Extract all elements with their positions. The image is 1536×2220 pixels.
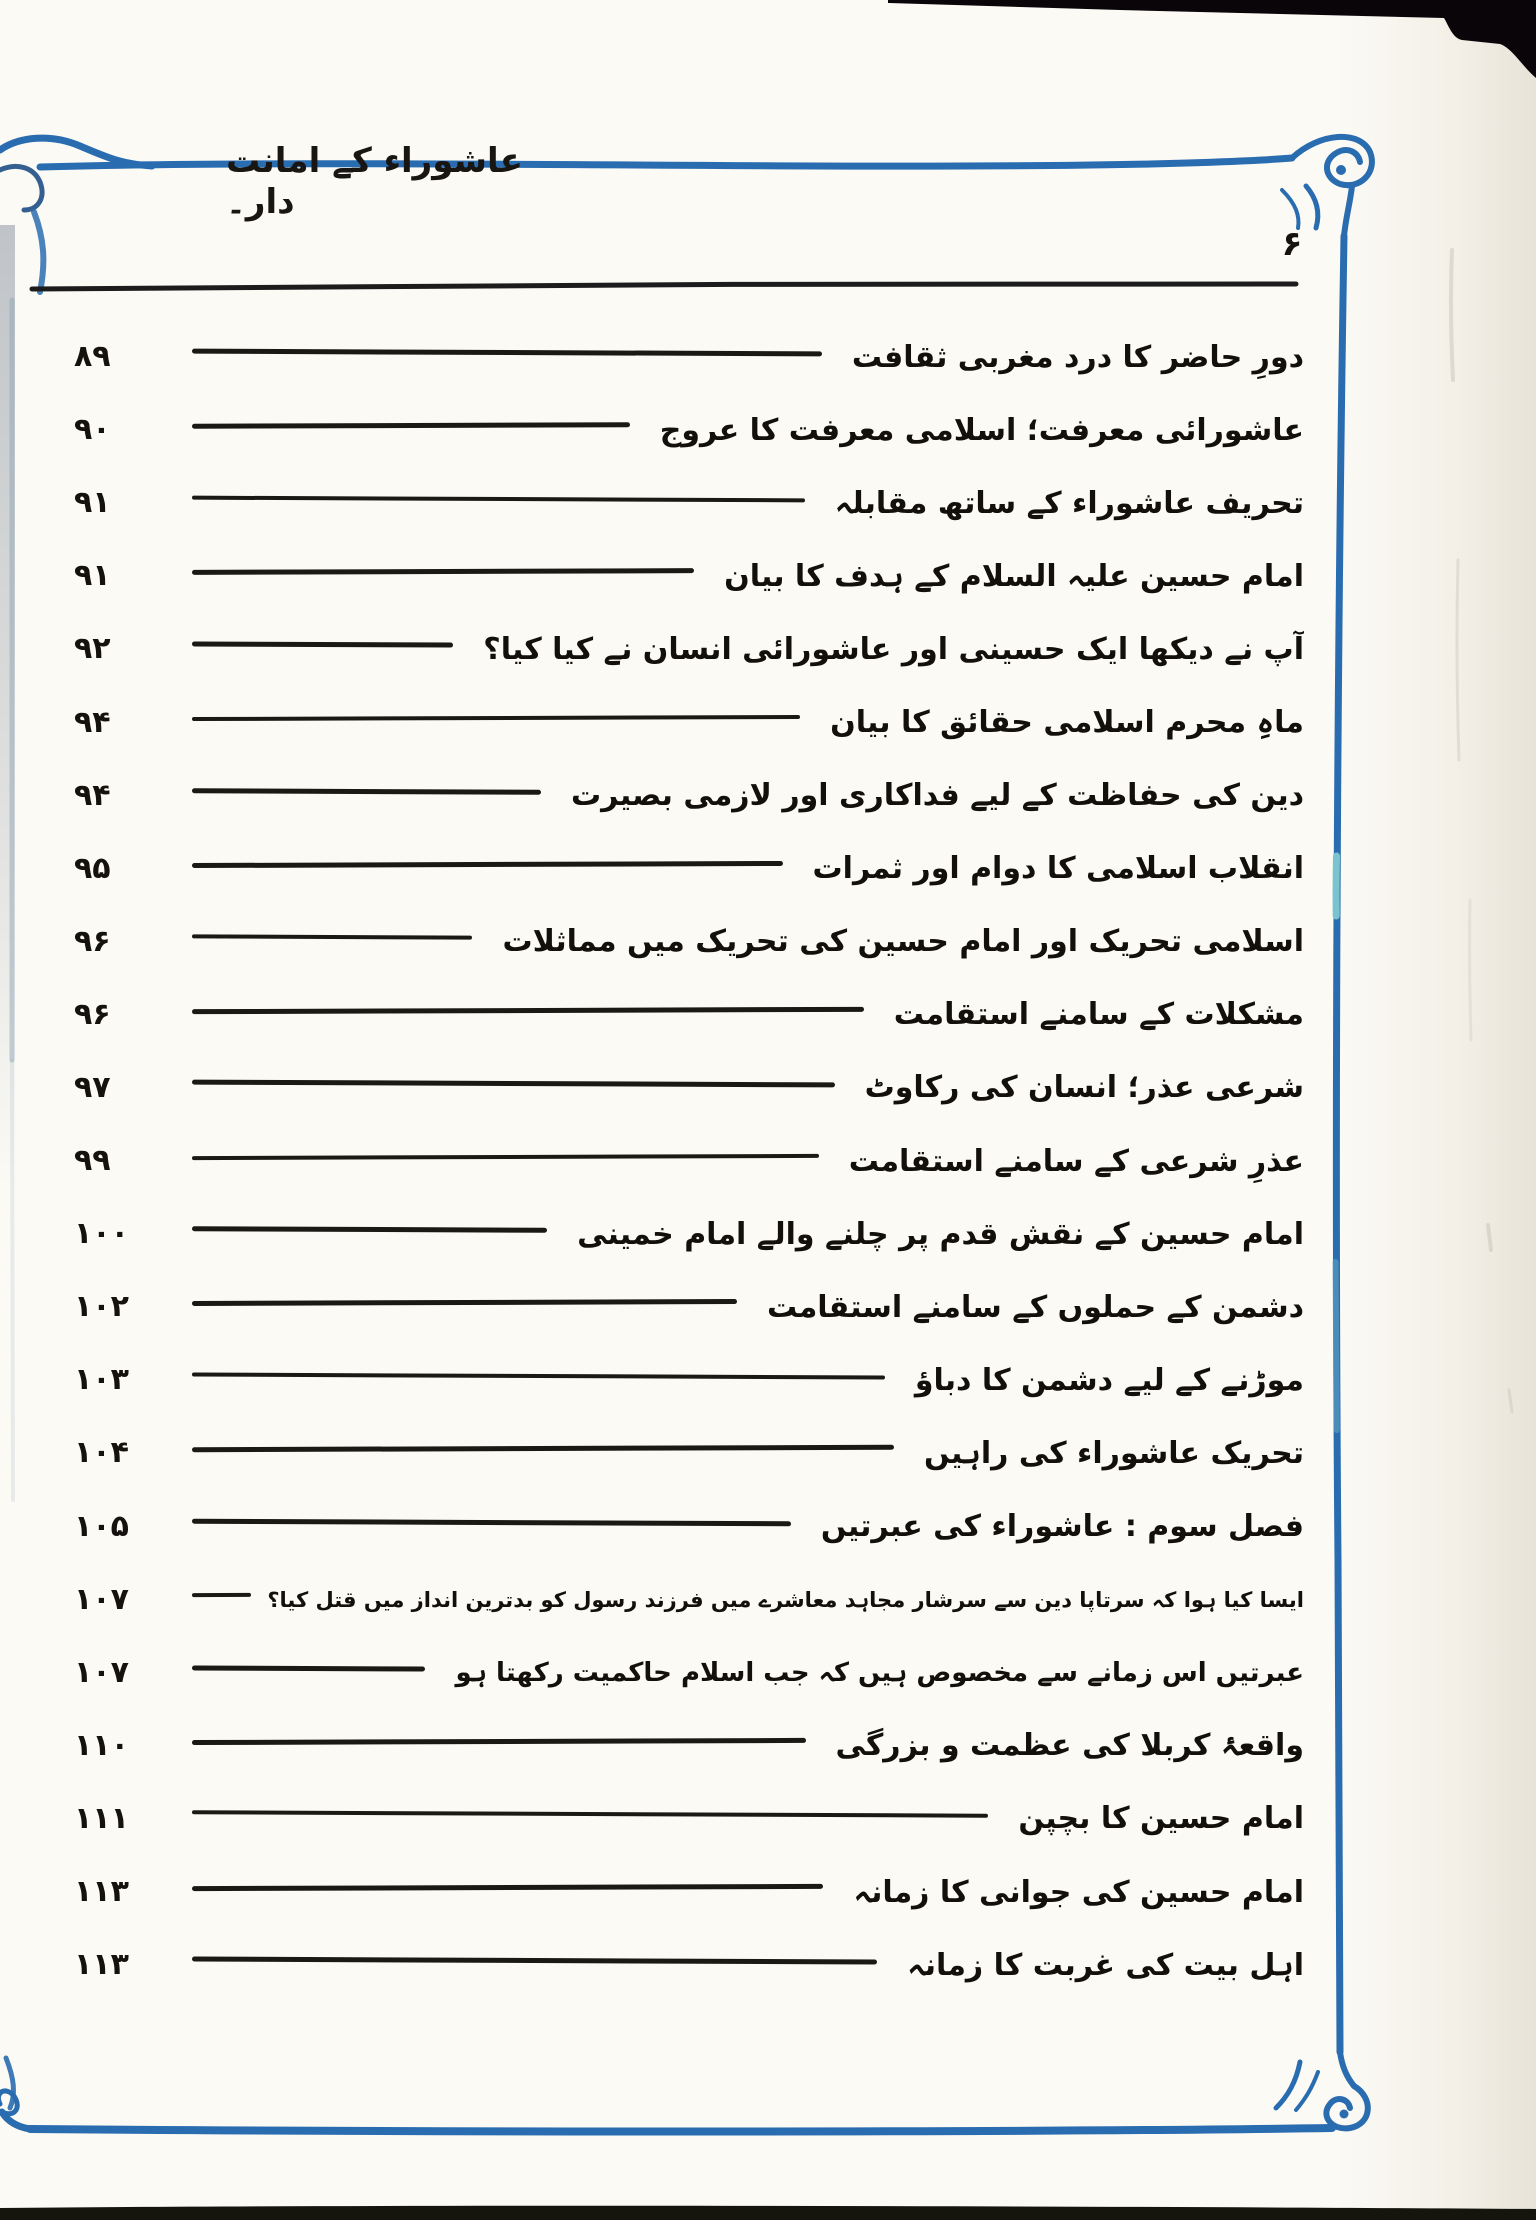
toc-entry-title: عاشورائی معرفت؛ اسلامی معرفت کا عروج xyxy=(659,412,1304,448)
toc-entry-title: شرعی عذر؛ انسان کی رکاوٹ xyxy=(864,1070,1304,1106)
toc-page-number: ۹۶ xyxy=(74,996,111,1032)
toc-entry-title: ایسا کیا ہوا کہ سرتاپا دین سے سرشار مجاہد معاشرے میں فرزند رسول کو بدترین انداز میں قتل کیا؟ xyxy=(267,1587,1304,1612)
toc-row xyxy=(60,1270,1304,1343)
frame-top-right-leaf xyxy=(1306,186,1318,228)
toc-entry-title: اہل بیت کی غربت کا زمانہ xyxy=(907,1947,1304,1983)
toc-page-number: ۱۱۳ xyxy=(74,1874,129,1910)
toc-page-number: ۹۱ xyxy=(74,558,111,594)
toc-leader-line xyxy=(192,349,822,357)
toc-row xyxy=(60,832,1304,905)
toc-entry-title: فصل سوم : عاشوراء کی عبرتیں xyxy=(820,1509,1304,1545)
toc-entry-title: واقعۂ کربلا کی عظمت و بزرگی xyxy=(835,1728,1304,1764)
toc-row xyxy=(60,1416,1304,1489)
frame-bottom-right-leaf-small xyxy=(1296,2072,1318,2110)
toc-page-number: ۱۰۷ xyxy=(74,1654,129,1690)
toc-row xyxy=(60,759,1304,832)
toc-entry-title: امام حسین کے نقش قدم پر چلنے والے امام خمینی xyxy=(577,1216,1304,1252)
book-edge-tint xyxy=(1336,0,1536,2220)
toc-leader-line xyxy=(192,642,453,648)
toc-leader-line xyxy=(192,1372,885,1379)
header-title: عاشوراء کے امانت دار۔ xyxy=(226,141,523,222)
toc-page-number: ۱۰۲ xyxy=(74,1289,129,1325)
frame-bottom-left-ornament xyxy=(2,2112,30,2129)
toc-leader-line xyxy=(192,1226,547,1233)
toc-leader-line xyxy=(192,1957,877,1965)
toc-entry-title: عبرتیں اس زمانے سے مخصوص ہیں کہ جب اسلام حاکمیت رکھتا ہو xyxy=(455,1657,1304,1688)
toc-page-number: ۹۰ xyxy=(74,412,111,448)
toc-leader-line xyxy=(192,935,472,940)
toc-leader-line xyxy=(192,1593,251,1597)
toc-row xyxy=(60,1928,1304,2001)
frame-bottom-left-curl xyxy=(0,2091,17,2114)
toc-page-number: ۹۹ xyxy=(74,1143,111,1179)
toc-page-number: ۹۷ xyxy=(74,1069,111,1105)
frame-bottom-left-tail xyxy=(6,2058,13,2108)
toc-leader-line xyxy=(192,1518,791,1526)
toc-row xyxy=(60,612,1304,685)
toc-list xyxy=(60,320,1304,2010)
toc-row xyxy=(60,466,1304,539)
frame-top-right-leaf-small xyxy=(1282,190,1298,228)
toc-page-number: ۹۲ xyxy=(74,631,111,667)
toc-leader-line xyxy=(192,495,805,502)
left-page-shadow xyxy=(0,225,15,1185)
toc-entry-title: موڑنے کے لیے دشمن کا دباؤ xyxy=(914,1362,1304,1398)
frame-bottom-right-leaf xyxy=(1276,2062,1300,2108)
toc-leader-line xyxy=(192,1445,894,1452)
toc-page-number: ۹۴ xyxy=(74,777,111,813)
toc-row xyxy=(60,1051,1304,1124)
toc-page-number: ۹۱ xyxy=(74,485,111,521)
toc-page-number: ۱۰۴ xyxy=(74,1435,129,1471)
toc-leader-line xyxy=(192,568,694,575)
toc-page-number: ۹۶ xyxy=(74,923,111,959)
toc-leader-line xyxy=(192,1738,806,1745)
scan-bottom-edge-artifact xyxy=(0,2206,1536,2220)
toc-entry-title: ماہِ محرم اسلامی حقائق کا بیان xyxy=(830,705,1304,741)
toc-leader-line xyxy=(192,715,800,721)
toc-page-number: ۹۵ xyxy=(74,850,111,886)
toc-row xyxy=(60,1855,1304,1928)
toc-leader-line xyxy=(192,861,783,868)
toc-row xyxy=(60,539,1304,612)
frame-top-left-tail xyxy=(34,212,43,292)
toc-leader-line xyxy=(192,1080,835,1088)
toc-row xyxy=(60,1490,1304,1563)
toc-leader-line xyxy=(192,788,541,795)
toc-row xyxy=(60,320,1304,393)
toc-entry-title: امام حسین علیہ السلام کے ہدف کا بیان xyxy=(724,558,1304,594)
toc-row xyxy=(60,1197,1304,1270)
toc-page-number: ۱۰۵ xyxy=(74,1508,129,1544)
toc-leader-line xyxy=(192,1884,823,1891)
toc-leader-line xyxy=(192,1665,425,1671)
header-rule xyxy=(32,284,1296,289)
toc-row xyxy=(60,685,1304,758)
toc-entry-title: انقلاب اسلامی کا دوام اور ثمرات xyxy=(812,851,1304,887)
toc-entry-title: آپ نے دیکھا ایک حسینی اور عاشورائی انسان نے کیا کیا؟ xyxy=(483,631,1304,667)
toc-row xyxy=(60,1343,1304,1416)
toc-row xyxy=(60,905,1304,978)
toc-leader-line xyxy=(192,1299,737,1306)
toc-page-number: ۱۰۳ xyxy=(74,1362,129,1398)
toc-entry-title: تحریف عاشوراء کے ساتھ مقابلہ xyxy=(834,485,1304,521)
toc-entry-title: دشمن کے حملوں کے سامنے استقامت xyxy=(766,1289,1304,1325)
toc-row xyxy=(60,1709,1304,1782)
toc-page-number: ۹۴ xyxy=(74,704,111,740)
toc-page-number: ۱۰۷ xyxy=(74,1581,129,1617)
toc-row xyxy=(60,1782,1304,1855)
toc-entry-title: مشکلات کے سامنے استقامت xyxy=(893,997,1304,1033)
frame-top-left-curl xyxy=(0,166,42,210)
toc-row xyxy=(60,1636,1304,1709)
toc-entry-title: اسلامی تحریک اور امام حسین کی تحریک میں مماثلات xyxy=(502,924,1304,960)
frame-bottom-border xyxy=(30,2128,1332,2132)
toc-page-number: ۱۰۰ xyxy=(74,1216,129,1252)
toc-entry-title: تحریک عاشوراء کی راہیں xyxy=(924,1435,1304,1471)
toc-leader-line xyxy=(192,422,630,429)
toc-entry-title: عذرِ شرعی کے سامنے استقامت xyxy=(848,1143,1304,1179)
toc-page-number: ۱۱۰ xyxy=(74,1727,129,1763)
toc-entry-title: دورِ حاضر کا درد مغربی ثقافت xyxy=(851,339,1304,375)
toc-leader-line xyxy=(192,1811,988,1818)
toc-entry-title: امام حسین کا بچپن xyxy=(1018,1801,1304,1837)
page-number: ۶ xyxy=(1281,224,1303,264)
toc-row xyxy=(60,1563,1304,1636)
toc-page-number: ۱۱۱ xyxy=(74,1800,129,1836)
toc-page-number: ۸۹ xyxy=(74,339,111,375)
toc-row xyxy=(60,978,1304,1051)
toc-row xyxy=(60,1124,1304,1197)
toc-entry-title: دین کی حفاظت کے لیے فداکاری اور لازمی بصیرت xyxy=(571,778,1304,814)
toc-entry-title: امام حسین کی جوانی کا زمانہ xyxy=(853,1874,1304,1910)
toc-leader-line xyxy=(192,1007,864,1014)
toc-row xyxy=(60,393,1304,466)
toc-leader-line xyxy=(192,1153,819,1159)
frame-top-left-ornament xyxy=(0,138,152,166)
toc-page-number: ۱۱۳ xyxy=(74,1947,129,1983)
